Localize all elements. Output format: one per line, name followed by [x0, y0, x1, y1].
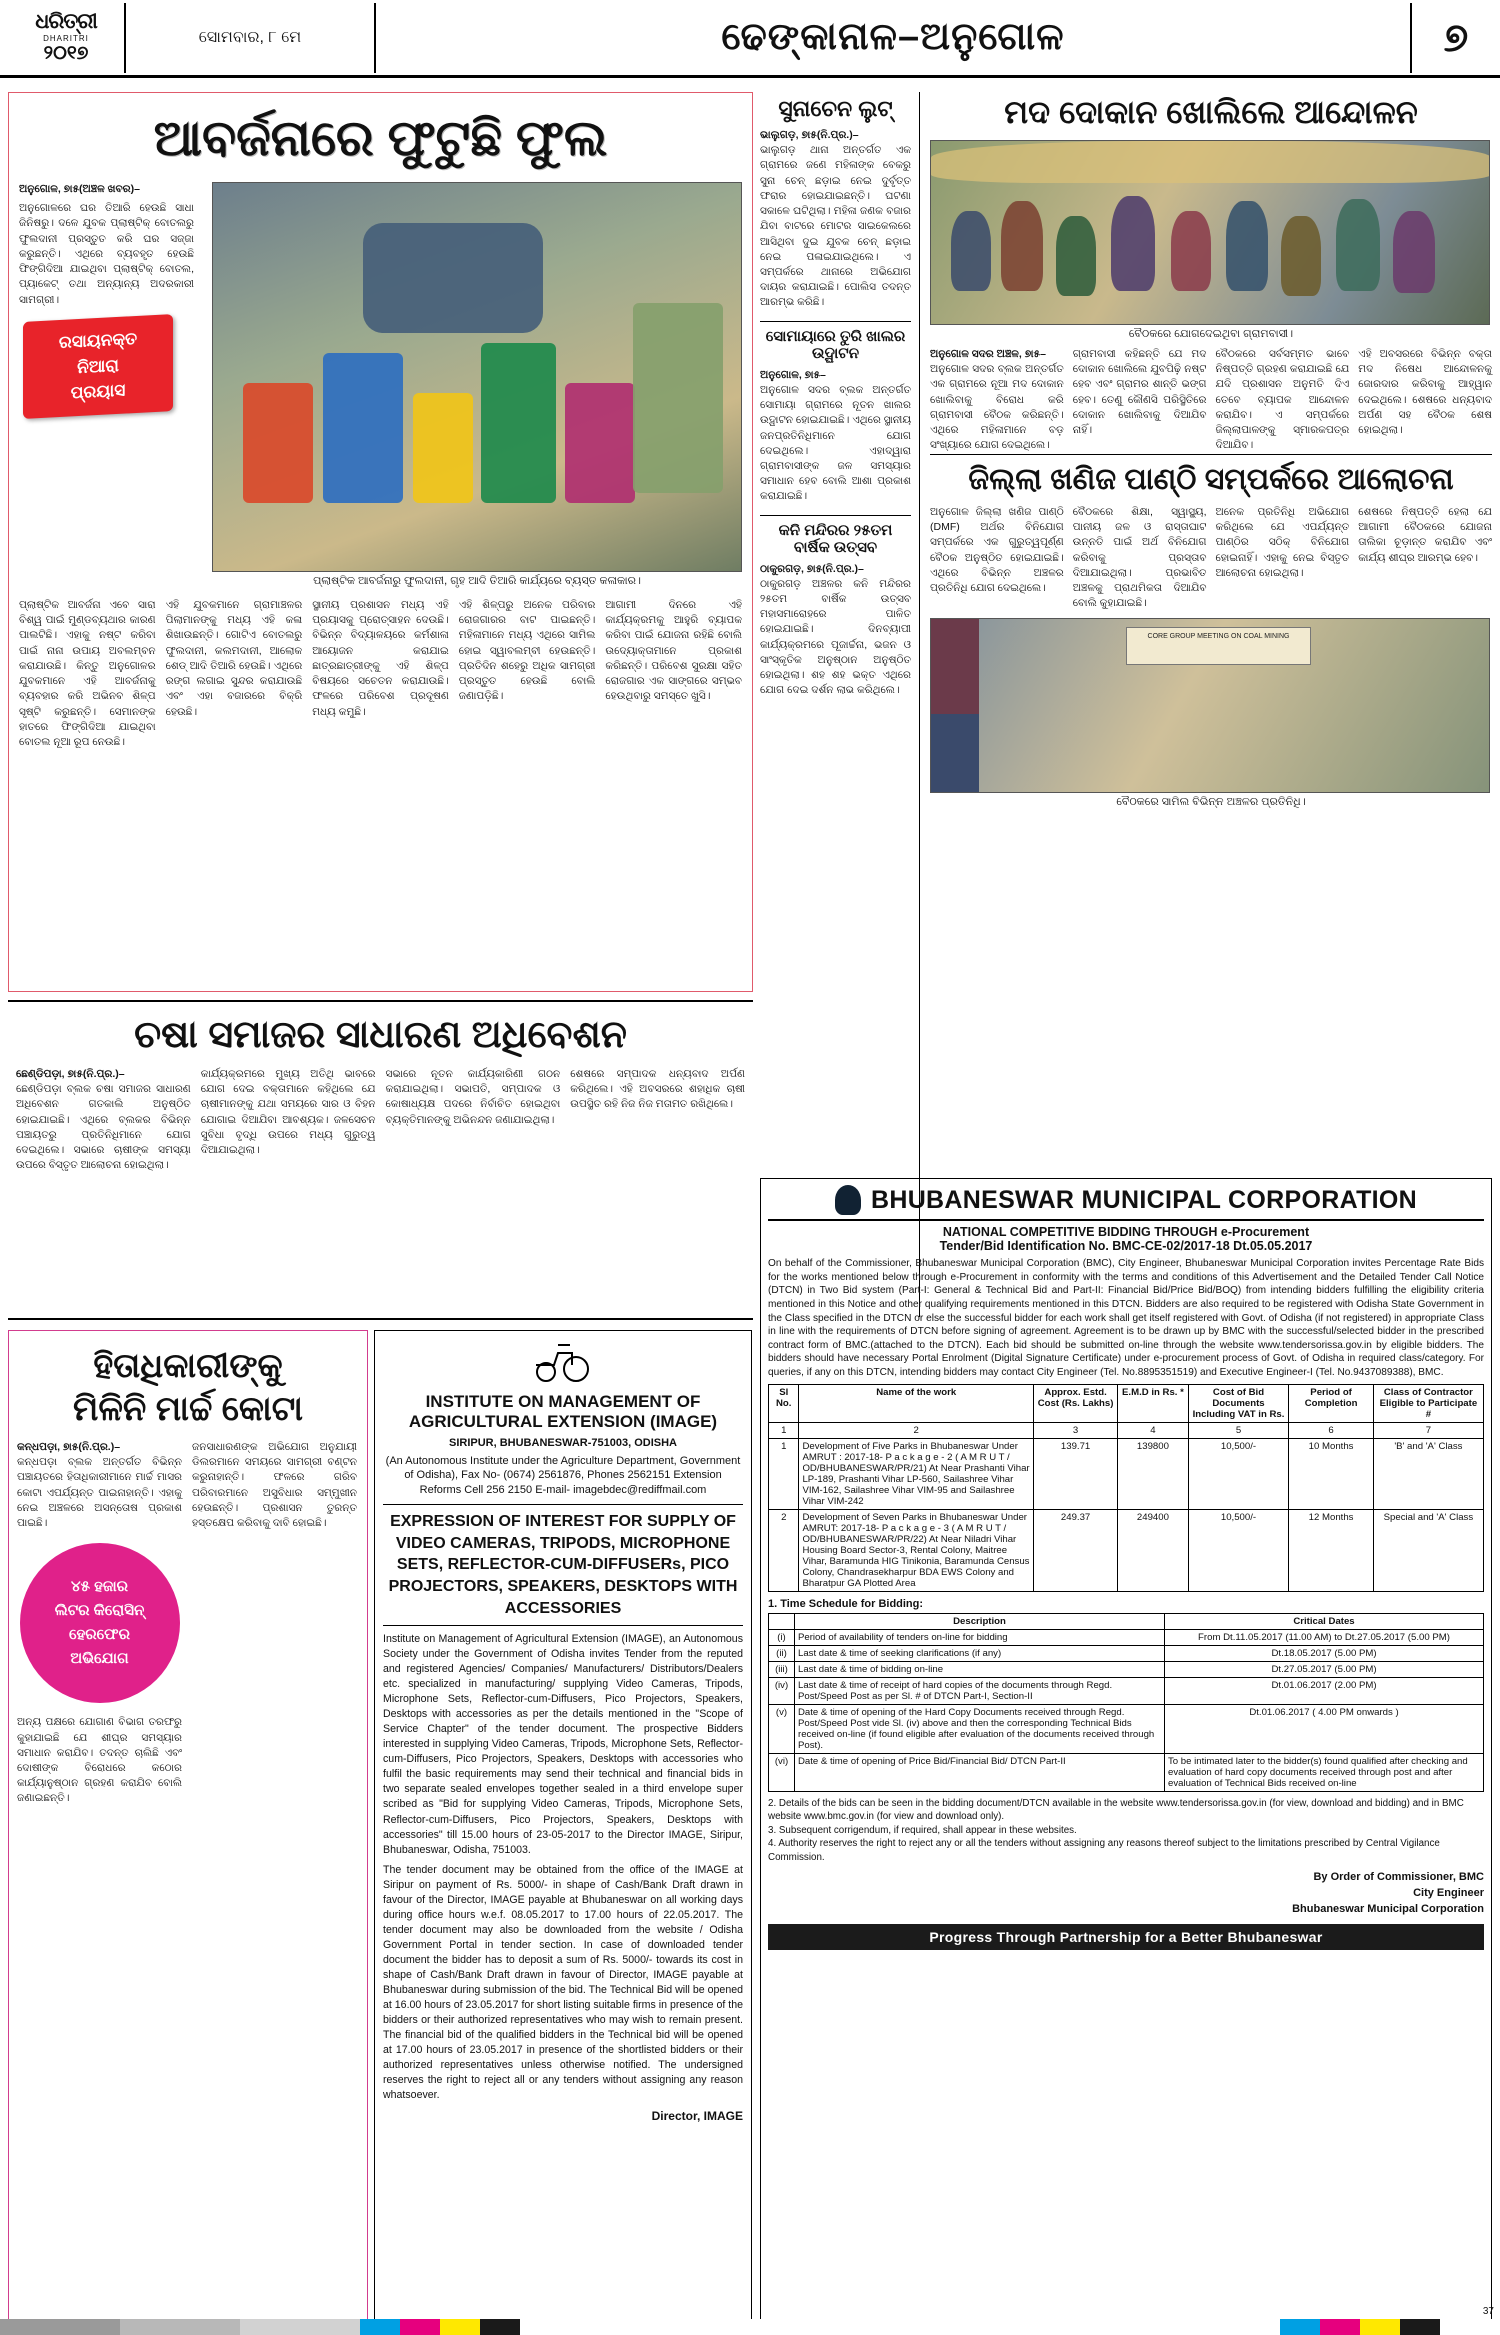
image-eoi-title: EXPRESSION OF INTEREST FOR SUPPLY OF VIDEO CAMERAS, TRIPODS, MICROPHONE SETS, REFLECTOR-CUM-DIFFUSERs, PICO PROJECTORS, SPEAKERS, DESKTOPS WITH ACCESSORIES — [383, 1504, 743, 1626]
bmc-footer-slogan: Progress Through Partnership for a Better Bhubaneswar — [768, 1924, 1484, 1950]
highlight-sticker — [23, 314, 173, 418]
hita-col-2: ଜନସାଧାରଣଙ୍କ ଅଭିଯୋଗ ଅନୁଯାୟୀ ଡିଲରମାନେ ସମୟରେ ସାମଗ୍ରୀ ବଣ୍ଟନ କରୁନାହାନ୍ତି। ଫଳରେ ଗରିବ ପରିବାରମାନେ ଅସୁବିଧାର ସମ୍ମୁଖୀନ ହେଉଛନ୍ତି। ପ୍ରଶାସନ ତୁରନ୍ତ ହସ୍ତକ୍ଷେପ କରିବାକୁ ଦାବି ହୋଇଛି। — [192, 1441, 357, 1530]
mid-sub2-body: ଠାକୁରଗଡ଼ ଅଞ୍ଚଳର କନି ମନ୍ଦିରର ୨୫ତମ ବାର୍ଷିକ ଉତ୍ସବ ମହାସମାରୋହରେ ପାଳିତ ହୋଇଯାଇଛି। ଦିନବ୍ୟାପୀ କାର୍ଯ୍ୟକ୍ରମରେ ପୂଜାର୍ଚ୍ଚନା, ଭଜନ ଓ ସାଂସ୍କୃତିକ ଅନୁଷ୍ଠାନ ଅନୁଷ୍ଠିତ ହୋଇଥିଲା। ଶହ ଶହ ଭକ୍ତ ଏଥିରେ ଯୋଗ ଦେଇ ଦର୍ଶନ ଲାଭ କରିଥିଲେ। — [760, 577, 911, 697]
bmc-sign-2: City Engineer — [1413, 1887, 1484, 1900]
num-4: 4 — [1118, 1422, 1188, 1438]
table-row — [769, 1509, 1484, 1591]
color-swatch — [1360, 2319, 1400, 2335]
num-6: 6 — [1289, 1422, 1373, 1438]
hita-dateline: କନ୍ଧପଡ଼ା, ୭ା୫(ନି.ପ୍ର.)– — [17, 1441, 121, 1453]
sch-th-desc: Description — [795, 1613, 1165, 1629]
mineral-article-photo — [930, 618, 1490, 793]
sch4-sl: (iv) — [769, 1677, 795, 1704]
sch5-desc: Date & time of opening of the Hard Copy Documents received through Regd. Post/Speed Post vide Sl. (iv) above and then the corresponding Technical Bids received on-line (if found eligible after evaluation of the documents received through Post). — [795, 1704, 1165, 1753]
row1-class: 'B' and 'A' Class — [1373, 1438, 1483, 1509]
table-row — [769, 1438, 1484, 1509]
main-article-headline: ଆବର୍ଜନାରେ ଫୁଟୁଛି ଫୁଲ — [153, 110, 608, 166]
num-1: 1 — [769, 1422, 799, 1438]
samaj-col-3: ସଭାରେ ନୂତନ କାର୍ଯ୍ୟକାରିଣୀ ଗଠନ କରାଯାଇଥିଲା। ସଭାପତି, ସମ୍ପାଦକ ଓ କୋଷାଧ୍ୟକ୍ଷ ପଦରେ ନିର୍ବାଚିତ ହୋଇଥିବା ବ୍ୟକ୍ତିମାନଙ୍କୁ ଅଭିନନ୍ଦନ ଜଣାଯାଇଥିଲା। — [385, 1068, 561, 1126]
mineral-photo-caption: ବୈଠକରେ ସାମିଲ ବିଭିନ୍ନ ଅଞ୍ଚଳର ପ୍ରତିନିଧି। — [1116, 795, 1306, 808]
hita-col-1: କନ୍ଧପଡ଼ା ବ୍ଲକ ଅନ୍ତର୍ଗତ ବିଭିନ୍ନ ପଞ୍ଚାୟତରେ ହିତାଧିକାରୀମାନେ ମାର୍ଚ୍ଚ ମାସର କୋଟା ଏପର୍ଯ୍ୟନ୍ତ ପାଇନାହାନ୍ତି। ଏହାକୁ ନେଇ ଅଞ୍ଚଳରେ ଅସନ୍ତୋଷ ପ୍ରକାଶ ପାଇଛି। — [17, 1456, 182, 1530]
color-gap — [520, 2319, 1280, 2335]
bmc-subtitle: NATIONAL COMPETITIVE BIDDING THROUGH e-Procurement — [942, 1225, 1310, 1239]
page-number: ୭ — [1410, 3, 1500, 73]
main-article — [8, 92, 753, 992]
num-5: 5 — [1188, 1422, 1289, 1438]
hita-more: ଅନ୍ୟ ପକ୍ଷରେ ଯୋଗାଣ ବିଭାଗ ତରଫରୁ କୁହାଯାଇଛି ଯେ ଶୀଘ୍ର ସମସ୍ୟାର ସମାଧାନ କରାଯିବ। ତଦନ୍ତ ଚାଲିଛି ଏବଂ ଦୋଷୀଙ୍କ ବିରୋଧରେ କଠୋର କାର୍ଯ୍ୟାନୁଷ୍ଠାନ ଗ୍ରହଣ କରାଯିବ ବୋଲି ଜଣାଇଛନ୍ତି। — [17, 1716, 182, 1805]
row2-doc: 10,500/- — [1188, 1509, 1289, 1591]
bmc-works-table — [768, 1384, 1484, 1592]
image-body-2: The tender document may be obtained from the office of the IMAGE at Siripur on payment of Rs. 5000/- in shape of Cash/Bank Draft drawn in favour of the Director, IMAGE payable at Bhubaneswar on all working days during office hours w.e.f. 08.05.2017 to 17.00 hours of 22.05.2017. The tender document may also be downloaded from the website / Odisha Government Portal in tender section. In case of downloaded tender document the bidder has to deposit a sum of Rs. 5000/- towards its cost in shape of Cash/Bank Draft drawn in favour of Director, IMAGE payable at Bhubaneswar during submission of the bid. The Technical Bid will be opened at 16.00 hours of 23.05.2017 for short listing suitable firms in presence of the bidders or their authorized representatives who may wish to remain present. The financial bid of the qualified bidders in the Technical bid will be opened at 17.00 hours of 23.05.2017 in presence of the shortlisted bidders or their authorized representatives unless otherwise notified. The undersigned reserves the right to reject all or any tenders without assigning any reason whatsoever. — [383, 1863, 743, 2102]
seal-line-4: ଅଭିଯୋଗ — [70, 1650, 129, 1668]
sch3-sl: (iii) — [769, 1661, 795, 1677]
main-article-columns — [19, 598, 742, 750]
image-contact: (An Autonomous Institute under the Agriculture Department, Government of Odisha), Fax No- (0674) 2561876, Phones 2562151 Extension Reforms Cell 256 2150 E-mail- imagebdec@rediffmail.com — [385, 1454, 741, 1497]
sch-th-dates: Critical Dates — [1165, 1613, 1484, 1629]
th-work: Name of the work — [799, 1384, 1033, 1422]
sch-th-blank — [769, 1613, 795, 1629]
th-period: Period of Completion — [1289, 1384, 1373, 1422]
th-docs: Cost of Bid Documents Including VAT in Rs. — [1188, 1384, 1289, 1422]
row2-class: Special and 'A' Class — [1373, 1509, 1483, 1591]
row1-doc: 10,500/- — [1188, 1438, 1289, 1509]
liquor-headline: ମଦ ଦୋକାନ ଖୋଲିଲେ ଆନ୍ଦୋଳନ — [1004, 94, 1418, 130]
sch5-sl: (v) — [769, 1704, 795, 1753]
color-swatch — [400, 2319, 440, 2335]
color-swatch — [360, 2319, 400, 2335]
row2-period: 12 Months — [1289, 1509, 1373, 1591]
mineral-col-3: ଅନେକ ପ୍ରତିନିଧି ଅଭିଯୋଗ କରିଥିଲେ ଯେ ଏପର୍ଯ୍ୟନ୍ତ ପାଣ୍ଠିର ସଠିକ୍ ବିନିଯୋଗ ହୋଇନାହିଁ। ଏହାକୁ ନେଇ ବିସ୍ତୃତ ଆଲୋଚନା ହୋଇଥିଲା। — [1215, 506, 1350, 579]
main-article-lead: ଅନୁଗୋଳରେ ଘର ତିଆରି ହେଉଛି ସାଧା ଜିନିଷରୁ। ଦଳେ ଯୁବକ ପ୍ଲାଷ୍ଟିକ୍ ବୋତଲରୁ ଫୁଲଦାନୀ ପ୍ରସ୍ତୁତ କରି ଘର ସଜ୍ଜା କରୁଛନ୍ତି। ଏଥିରେ ବ୍ୟବହୃତ ହେଉଛି ଫିଙ୍ଗିଦିଆ ଯାଇଥିବା ପ୍ଲାଷ୍ଟିକ୍ ବୋତଲ, ପ୍ୟାକେଟ୍ ତଥା ଅନ୍ୟାନ୍ୟ ଅଦରକାରୀ ସାମଗ୍ରୀ। — [19, 202, 194, 306]
samaj-headline: ଚଷା ସମାଜର ସାଧାରଣ ଅଧିବେଶନ — [134, 1014, 627, 1056]
hitadhikari-article — [8, 1330, 368, 2325]
masthead — [0, 0, 1500, 78]
main-col-2: ଏହି ଯୁବକମାନେ ଗ୍ରାମାଞ୍ଚଳର ପିଲାମାନଙ୍କୁ ମଧ୍ୟ ଏହି କଳା ଶିଖାଉଛନ୍ତି। ଗୋଟିଏ ବୋତଲରୁ ଫୁଲଦାନୀ, କଲମଦାନୀ, ଆଲୋକ ଶେଡ୍ ଆଦି ତିଆରି ହେଉଛି। ଏଥିରେ ରଙ୍ଗ ଲଗାଇ ସୁନ୍ଦର କରାଯାଉଛି ଏବଂ ଏହା ବଜାରରେ ବିକ୍ରି ହେଉଛି। — [165, 599, 303, 718]
color-gap — [1440, 2319, 1500, 2335]
mineral-col-1: ଅନୁଗୋଳ ଜିଲ୍ଲା ଖଣିଜ ପାଣ୍ଠି (DMF) ଅର୍ଥର ବିନିଯୋଗ ସମ୍ପର୍କରେ ଏକ ଗୁରୁତ୍ୱପୂର୍ଣ୍ଣ ବୈଠକ ଅନୁଷ୍ଠିତ ହୋଇଯାଇଛି। ଏଥିରେ ବିଭିନ୍ନ ଅଞ୍ଚଳର ପ୍ରତିନିଧି ଯୋଗ ଦେଇଥିଲେ। — [930, 506, 1064, 595]
color-swatch — [0, 2319, 120, 2335]
main-col-5: ଆଗାମୀ ଦିନରେ ଏହି କାର୍ଯ୍ୟକ୍ରମକୁ ଆହୁରି ବ୍ୟାପକ କରିବା ପାଇଁ ଯୋଜନା ରହିଛି ବୋଲି ଉଦ୍ୟୋକ୍ତାମାନେ ପ୍ରକାଶ କରିଛନ୍ତି। ପରିବେଶ ସୁରକ୍ଷା ସହିତ ରୋଜଗାର ଏକ ସାଙ୍ଗରେ ସମ୍ଭବ ହେଉଥିବାରୁ ସମସ୍ତେ ଖୁସି। — [605, 599, 742, 703]
row1-emd: 139800 — [1118, 1438, 1188, 1509]
sch5-date: Dt.01.06.2017 ( 4.00 PM onwards ) — [1165, 1704, 1484, 1753]
samaj-col-2: କାର୍ଯ୍ୟକ୍ରମରେ ମୁଖ୍ୟ ଅତିଥି ଭାବରେ ଯୋଗ ଦେଇ ବକ୍ତାମାନେ କହିଥିଲେ ଯେ ଚାଷୀମାନଙ୍କୁ ଯଥା ସମୟରେ ସାର ଓ ବିହନ ଯୋଗାଇ ଦିଆଯିବା ଆବଶ୍ୟକ। ଜଳସେଚନ ସୁବିଧା ବୃଦ୍ଧି ଉପରେ ମଧ୍ୟ ଗୁରୁତ୍ୱ ଦିଆଯାଇଥିଲା। — [200, 1068, 376, 1157]
row1-period: 10 Months — [1289, 1438, 1373, 1509]
color-swatch — [120, 2319, 240, 2335]
mid-dateline: ଭାଲୁଗଡ଼, ୭ା୫(ନି.ପ୍ର.)– — [760, 129, 859, 141]
middle-column — [760, 92, 920, 1317]
color-swatch — [1320, 2319, 1360, 2335]
th-emd: E.M.D in Rs. * — [1118, 1384, 1188, 1422]
schedule-header-row — [769, 1613, 1484, 1629]
bmc-emblem-icon — [835, 1185, 861, 1215]
bmc-sign-1: By Order of Commissioner, BMC — [1313, 1871, 1484, 1884]
bmc-notes — [768, 1797, 1484, 1865]
logo-year: ୨୦୧୭ — [43, 43, 89, 64]
mid-sub1-heading: ସୋମାୟାରେ ତୁରି ଖାଲର ଉଦ୍ଘାଟନ — [760, 321, 911, 362]
th-class: Class of Contractor Eligible to Participate # — [1373, 1384, 1483, 1422]
bmc-tender-notice — [760, 1178, 1492, 2326]
color-swatch — [1280, 2319, 1320, 2335]
bmc-tender-id: Tender/Bid Identification No. BMC-CE-02/2017-18 Dt.05.05.2017 — [939, 1239, 1313, 1253]
sch6-date: To be intimated later to the bidder(s) found qualified after checking and evaluation of hard copy documents received through post and after evaluation of Technical Bids received on-line — [1165, 1753, 1484, 1791]
bmc-note-2: 3. Subsequent corrigendum, if required, shall appear in these websites. — [768, 1824, 1077, 1836]
mid-sub2-dateline: ଠାକୁରଗଡ଼, ୭ା୫(ନି.ପ୍ର.)– — [760, 562, 864, 575]
schedule-row — [769, 1753, 1484, 1791]
sch2-date: Dt.18.05.2017 (5.00 PM) — [1165, 1645, 1484, 1661]
liquor-col-4: ଏହି ଅବସରରେ ବିଭିନ୍ନ ବକ୍ତା ମଦ ନିଷେଧ ଆନ୍ଦୋଳନକୁ ଜୋରଦାର କରିବାକୁ ଆହ୍ୱାନ ଦେଇଥିଲେ। ଶେଷରେ ଧନ୍ୟବାଦ ଅର୍ପଣ ସହ ବୈଠକ ଶେଷ ହୋଇଥିଲା। — [1358, 348, 1492, 437]
sch6-desc: Date & time of opening of Price Bid/Financial Bid/ DTCN Part-II — [795, 1753, 1165, 1791]
sch1-desc: Period of availability of tenders on-line for bidding — [795, 1629, 1165, 1645]
samaj-col-4: ଶେଷରେ ସମ୍ପାଦକ ଧନ୍ୟବାଦ ଅର୍ପଣ କରିଥିଲେ। ଏହି ଅବସରରେ ଶହାଧିକ ଚାଷୀ ଉପସ୍ଥିତ ରହି ନିଜ ନିଜ ମତାମତ ରଖିଥିଲେ। — [570, 1068, 745, 1111]
row2-sl: 2 — [769, 1509, 799, 1591]
schedule-row — [769, 1661, 1484, 1677]
mineral-banner-text: CORE GROUP MEETING ON COAL MINING — [1147, 632, 1290, 640]
mid-heading: ସୁନାଚେନ ଲୁଟ୍ — [778, 96, 893, 121]
image-signature: Director, IMAGE — [651, 2109, 743, 2124]
sch2-sl: (ii) — [769, 1645, 795, 1661]
row2-cost: 249.37 — [1033, 1509, 1117, 1591]
main-article-photo — [212, 182, 742, 572]
num-2: 2 — [799, 1422, 1033, 1438]
bmc-signature — [768, 1870, 1484, 1918]
main-col-1: ପ୍ଲାଷ୍ଟିକ ଆବର୍ଜନା ଏବେ ସାରା ବିଶ୍ୱ ପାଇଁ ମୁଣ୍ଡବ୍ୟଥାର କାରଣ ପାଲଟିଛି। ଏହାକୁ ନଷ୍ଟ କରିବା ପାଇଁ ନାନା ଉପାୟ ଅବଲମ୍ବନ କରାଯାଉଛି। କିନ୍ତୁ ଅନୁଗୋଳର ଯୁବକମାନେ ଏହି ଆବର୍ଜନାକୁ ବ୍ୟବହାର କରି ଅଭିନବ ଶିଳ୍ପ ସୃଷ୍ଟି କରୁଛନ୍ତି। ସେମାନଙ୍କ ହାତରେ ଫିଙ୍ଗିଦିଆ ଯାଇଥିବା ବୋତଲ ନୂଆ ରୂପ ନେଉଛି। — [19, 599, 156, 748]
schedule-row — [769, 1629, 1484, 1645]
sch1-date: From Dt.11.05.2017 (11.00 AM) to Dt.27.05.2017 (5.00 PM) — [1165, 1629, 1484, 1645]
seal-line-3: ହେରଫେର — [69, 1626, 130, 1644]
sch4-date: Dt.01.06.2017 (2.00 PM) — [1165, 1677, 1484, 1704]
logo-subtitle: DHARITRI — [43, 34, 89, 43]
bmc-sign-3: Bhubaneswar Municipal Corporation — [1292, 1903, 1484, 1916]
samaj-dateline: ଛେଣ୍ଡିପଡ଼ା, ୭ା୫(ନି.ପ୍ର.)– — [16, 1068, 125, 1080]
mid-sub1-dateline: ଅନୁଗୋଳ, ୭ା୫– — [760, 368, 826, 381]
mineral-headline: ଜିଲ୍ଲା ଖଣିଜ ପାଣ୍ଠି ସମ୍ପର୍କରେ ଆଲୋଚନା — [930, 454, 1492, 497]
color-swatch — [440, 2319, 480, 2335]
image-logo-icon — [383, 1339, 743, 1388]
bmc-title: BHUBANESWAR MUNICIPAL CORPORATION — [870, 1185, 1417, 1214]
schedule-row — [769, 1677, 1484, 1704]
th-cost: Approx. Estd. Cost (Rs. Lakhs) — [1033, 1384, 1117, 1422]
tractor-icon — [528, 1339, 598, 1383]
schedule-row — [769, 1645, 1484, 1661]
liquor-shop-article — [930, 92, 1492, 452]
liquor-dateline: ଅନୁଗୋଳ ସଦର ଅଞ୍ଚଳ, ୭ା୫– — [930, 348, 1046, 360]
liquor-article-photo — [930, 140, 1490, 325]
samaj-col-1: ଛେଣ୍ଡିପଡ଼ା ବ୍ଲକ ଚଷା ସମାଜର ସାଧାରଣ ଅଧିବେଶନ ଗତକାଲି ଅନୁଷ୍ଠିତ ହୋଇଯାଇଛି। ଏଥିରେ ବ୍ଲକର ବିଭିନ୍ନ ପଞ୍ଚାୟତରୁ ପ୍ରତିନିଧିମାନେ ଯୋଗ ଦେଇଥିଲେ। ସଭାରେ ଚାଷୀଙ୍କ ସମସ୍ୟା ଉପରେ ବିସ୍ତୃତ ଆଲୋଚନା ହୋଇଥିଲା। — [16, 1083, 191, 1172]
th-slno: Sl No. — [769, 1384, 799, 1422]
newspaper-logo — [8, 3, 126, 73]
table-number-row — [769, 1422, 1484, 1438]
schedule-title: 1. Time Schedule for Bidding: — [768, 1597, 924, 1610]
bmc-intro: On behalf of the Commissioner, Bhubaneswar Municipal Corporation (BMC), City Engineer, Bhubaneswar Municipal Corporation invites Percentage Rate Bids for the works mentioned below through e-Procurement in conformity with the terms and conditions of this Advertisement and the Detailed Tender Call Notice (DTCN) in Two Bid system (Part-I: General & Technical Bid and Part-II: Financial Bid/Price Bid/BOQ) from intending bidders fulfilling the eligibility criteria mentioned in this Notice and other qualifying requirements mentioned in this DTCN. Bidders are also required to be registered with Odisha State Government in the Class specified in the DTCN or else the successful bidder for each work shall get itself registered with Govt. of Odisha (if not registered) in appropriate Class in line with the requirements of DTCN before signing of agreement. Agreement is to be drawn up by BMC with the successful/selected bidder in the prescribed contract form of BMC.(attached to the DTCN). Each bid should be submitted on-line through the website www.tendersorissa.gov.in by eligible bidders. The bidders should have necessary Portal Enrolment (Digital Signature Certificate) under e-procurement process of Govt. of Odisha in required class/category. For queries, if any on this DTCN, intending bidders may contact City Engineer (Tel. No.8895351519) and Executive Engineer-I (Tel. No.9437089388), BMC. — [768, 1258, 1484, 1378]
seal-line-2: ଲିଟର କିରୋସିନ୍ — [54, 1602, 145, 1620]
hita-headline-line2: ମିଳିନି ମାର୍ଚ୍ଚ କୋଟା — [72, 1389, 304, 1428]
sch3-date: Dt.27.05.2017 (5.00 PM) — [1165, 1661, 1484, 1677]
main-photo-caption: ପ୍ଲାଷ୍ଟିକ ଆବର୍ଜନାରୁ ଫୁଲଦାନୀ, ଗୃହ ଆଦି ତିଆରି କାର୍ଯ୍ୟରେ ବ୍ୟସ୍ତ କଳାକାର। — [313, 575, 641, 587]
num-7: 7 — [1373, 1422, 1483, 1438]
liquor-col-1: ଅନୁଗୋଳ ସଦର ବ୍ଲକ ଅନ୍ତର୍ଗତ ଏକ ଗ୍ରାମରେ ନୂଆ ମଦ ଦୋକାନ ଖୋଲିବାକୁ ବିରୋଧ କରି ଗ୍ରାମବାସୀ ବୈଠକ କରିଛନ୍ତି। ଏଥିରେ ମହିଳାମାନେ ବଡ଼ ସଂଖ୍ୟାରେ ଯୋଗ ଦେଇଥିଲେ। — [930, 363, 1064, 452]
kerosene-seal — [20, 1543, 180, 1703]
row1-cost: 139.71 — [1033, 1438, 1117, 1509]
schedule-row — [769, 1704, 1484, 1753]
sch3-desc: Last date & time of bidding on-line — [795, 1661, 1165, 1677]
liquor-col-3: ବୈଠକରେ ସର୍ବସମ୍ମତ ଭାବେ ନିଷ୍ପତ୍ତି ଗ୍ରହଣ କରାଯାଇଛି ଯେ ଯଦି ପ୍ରଶାସନ ଅନୁମତି ଦିଏ ତେବେ ବ୍ୟାପକ ଆନ୍ଦୋଳନ କରାଯିବ। ଏ ସମ୍ପର୍କରେ ଜିଲ୍ଲାପାଳଙ୍କୁ ସ୍ମାରକପତ୍ର ଦିଆଯିବ। — [1215, 348, 1350, 452]
sch6-sl: (vi) — [769, 1753, 795, 1791]
print-color-bar — [0, 2319, 1500, 2335]
sch4-desc: Last date & time of receipt of hard copies of the documents through Regd. Post/Speed Post as per Sl. # of DTCN Part-I, Section-II — [795, 1677, 1165, 1704]
num-3: 3 — [1033, 1422, 1117, 1438]
image-tender-ad — [374, 1330, 752, 2325]
main-col-4: ଏହି ଶିଳ୍ପରୁ ଅନେକ ପରିବାର ରୋଜଗାରର ବାଟ ପାଇଛନ୍ତି। ମହିଳାମାନେ ମଧ୍ୟ ଏଥିରେ ସାମିଲ ହୋଇ ସ୍ୱାବଲମ୍ବୀ ହେଉଛନ୍ତି। ପ୍ରତିଦିନ ଶହେରୁ ଅଧିକ ସାମଗ୍ରୀ ପ୍ରସ୍ତୁତ ହେଉଛି ବୋଲି ଜଣାପଡ଼ିଛି। — [458, 599, 596, 703]
sticker-line-3: ପ୍ରୟାସ — [70, 380, 126, 403]
mineral-col-4: ଶେଷରେ ନିଷ୍ପତ୍ତି ହେଲା ଯେ ଆଗାମୀ ବୈଠକରେ ଯୋଜନା ତାଲିକା ଚୂଡ଼ାନ୍ତ କରାଯିବ ଏବଂ କାର୍ଯ୍ୟ ଶୀଘ୍ର ଆରମ୍ଭ ହେବ। — [1358, 506, 1492, 564]
bmc-note-1: 2. Details of the bids can be seen in the bidding document/DTCN available in the website www.tendersorissa.gov.in (for view, download and bidding) and in BMC website www.bmc.gov.in (for view and download only). — [768, 1797, 1464, 1823]
image-body-1: Institute on Management of Agricultural Extension (IMAGE), an Autonomous Society under the Government of Odisha invites Tender from the reputed and registered Agencies/ Companies/ Manufacturers/ Distributors/Dealers etc. specialized in manufacturing/ supplying Video Cameras, Tripods, Microphone Sets, Reflector-cum-Diffusers, Pico Projectors, Speakers, Desktops with accessories as per the details mentioned in the "Scope of Service Chapter" of the tender document. The prospective Bidders interested in supplying Video Cameras, Tripods, Microphone Sets, Reflector-cum-Diffusers, Pico Projectors, Speakers, Desktops with accessories who fulfil the basic requirements may send their technical and financial bids in two separate sealed envelopes together sealed in a third envelope super scribed as "Bid for supplying Video Cameras, Tripods, Microphone Sets, Reflector-cum-Diffusers, Pico Projectors, Speakers, Desktops with accessories" till 15.00 hours of 23-05-2017 to the Director IMAGE, Siripur, Bhubaneswar, Odisha, 751003. — [383, 1633, 743, 1856]
seal-line-1: ୪୫ ହଜାର — [70, 1578, 129, 1596]
color-swatch — [480, 2319, 520, 2335]
color-swatch — [240, 2319, 360, 2335]
row2-emd: 249400 — [1118, 1509, 1188, 1591]
hita-headline-line1: ହିତାଧିକାରୀଙ୍କୁ — [93, 1347, 283, 1385]
row1-sl: 1 — [769, 1438, 799, 1509]
main-col-3: ସ୍ଥାନୀୟ ପ୍ରଶାସନ ମଧ୍ୟ ଏହି ପ୍ରୟାସକୁ ପ୍ରୋତ୍ସାହନ ଦେଉଛି। ବିଭିନ୍ନ ବିଦ୍ୟାଳୟରେ କର୍ମଶାଳା ଆୟୋଜନ କରାଯାଇ ଛାତ୍ରଛାତ୍ରୀଙ୍କୁ ଏହି ଶିଳ୍ପ ବିଷୟରେ ସଚେତନ କରାଯାଉଛି। ଫଳରେ ପରିବେଶ ପ୍ରଦୂଷଣ ମଧ୍ୟ କମୁଛି। — [312, 599, 449, 718]
table-header-row — [769, 1384, 1484, 1422]
sticker-line-1: ରସାୟନକ୍ତ — [58, 328, 138, 352]
logo-title: ଧରିତ୍ରୀ — [35, 10, 97, 33]
mid-body: ଭାଲୁଗଡ଼ ଥାନା ଅନ୍ତର୍ଗତ ଏକ ଗ୍ରାମରେ ଜଣେ ମହିଳାଙ୍କ ବେକରୁ ସୁନା ଚେନ୍ ଛଡ଼ାଇ ନେଇ ଦୁର୍ବୃତ୍ତ ଫରାର ହୋଇଯାଇଛନ୍ତି। ଘଟଣା ସକାଳେ ଘଟିଥିଲା। ମହିଳା ଜଣକ ବଜାର ଯିବା ବାଟରେ ମୋଟର ସାଇକେଲରେ ଆସିଥିବା ଦୁଇ ଯୁବକ ଚେନ୍ ଛଡ଼ାଇ ନେଇ ପଳାଇଯାଇଥିଲେ। ଏ ସମ୍ପର୍କରେ ଥାନାରେ ଅଭିଯୋଗ ଦାୟର କରାଯାଇଛି। ପୋଲିସ ତଦନ୍ତ ଆରମ୍ଭ କରିଛି। — [760, 144, 911, 309]
liquor-photo-caption: ବୈଠକରେ ଯୋଗଦେଇଥିବା ଗ୍ରାମବାସୀ। — [1128, 328, 1294, 340]
mineral-fund-article — [930, 450, 1492, 990]
image-org-name: INSTITUTE ON MANAGEMENT OF AGRICULTURAL EXTENSION (IMAGE) — [408, 1392, 718, 1432]
sch1-sl: (i) — [769, 1629, 795, 1645]
print-page-mark: 37 — [1482, 2306, 1494, 2317]
sticker-line-2: ନିଆରା — [77, 355, 119, 377]
publication-date: ସୋମବାର, ୮ ମେ — [126, 3, 376, 73]
color-swatch — [1400, 2319, 1440, 2335]
bmc-note-3: 4. Authority reserves the right to reject any or all the tenders without assigning any reasons thereof subject to the limitations prescribed by Central Vigilance Commission. — [768, 1838, 1440, 1863]
sch2-desc: Last date & time of seeking clarifications (if any) — [795, 1645, 1165, 1661]
mid-sub1-body: ଅନୁଗୋଳ ସଦର ବ୍ଲକ ଅନ୍ତର୍ଗତ ସୋମାୟା ଗ୍ରାମରେ ନୂତନ ଖାଲର ଉଦ୍ଘାଟନ ହୋଇଯାଇଛି। ଏଥିରେ ସ୍ଥାନୀୟ ଜନପ୍ରତିନିଧିମାନେ ଯୋଗ ଦେଇଥିଲେ। ଏହାଦ୍ୱାରା ଗ୍ରାମବାସୀଙ୍କ ଜଳ ସମସ୍ୟାର ସମାଧାନ ହେବ ବୋଲି ଆଶା ପ୍ରକାଶ କରାଯାଇଛି। — [760, 383, 911, 503]
mineral-col-2: ବୈଠକରେ ଶିକ୍ଷା, ସ୍ୱାସ୍ଥ୍ୟ, ପାନୀୟ ଜଳ ଓ ରାସ୍ତାଘାଟ ଉନ୍ନତି ପାଇଁ ଅର୍ଥ ବିନିଯୋଗ କରିବାକୁ ପ୍ରସ୍ତାବ ଦିଆଯାଇଥିଲା। ପ୍ରଭାବିତ ଅଞ୍ଚଳକୁ ପ୍ରାଥମିକତା ଦିଆଯିବ ବୋଲି କୁହାଯାଇଛି। — [1072, 506, 1207, 610]
row1-work: Development of Five Parks in Bhubaneswar Under AMRUT : 2017-18- P a c k a g e - 2 ( A M R U T / OD/BHUBANESWAR/PR/21) At Near Prashanti Vihar LP-189, Prashanti Vihar LP-560, Sailashree Vihar VIM-162, Sailashree Vihar VIM-95 and Sailashree Vihar VIM-242 — [799, 1438, 1033, 1509]
row2-work: Development of Seven Parks in Bhubaneswar Under AMRUT: 2017-18- P a c k a g e - 3 ( A M R U T / OD/BHUBANESWAR/PR/22) At Near Niladri Vihar Housing Board Sector-3, Rental Colony, Maitree Vihar, Baramunda HIG Tinikonia, Baramunda Census Colony, Chandrasekharpur BDA EWS Colony and Bharatpur GA Plotted Area — [799, 1509, 1033, 1591]
mid-sub2-heading: କନି ମନ୍ଦିରର ୨୫ତମ ବାର୍ଷିକ ଉତ୍ସବ — [760, 515, 911, 556]
image-address: SIRIPUR, BHUBANESWAR-751003, ODISHA — [449, 1436, 677, 1449]
main-article-dateline: ଅନୁଗୋଳ, ୭ା୫(ଅଞ୍ଚଳ ଖବର)– — [19, 183, 140, 195]
liquor-col-2: ଗ୍ରାମବାସୀ କହିଛନ୍ତି ଯେ ମଦ ଦୋକାନ ଖୋଲିଲେ ଯୁବପିଢ଼ି ନଷ୍ଟ ହେବ ଏବଂ ଗ୍ରାମର ଶାନ୍ତି ଭଙ୍ଗ ହେବ। ତେଣୁ କୌଣସି ପରିସ୍ଥିତିରେ ଦୋକାନ ଖୋଲିବାକୁ ଦିଆଯିବ ନାହିଁ। — [1072, 348, 1207, 437]
samaj-article — [8, 1000, 753, 1320]
edition-title: ଢେଙ୍କାନାଳ–ଅନୁଗୋଳ — [721, 16, 1065, 58]
bmc-schedule-table — [768, 1613, 1484, 1792]
